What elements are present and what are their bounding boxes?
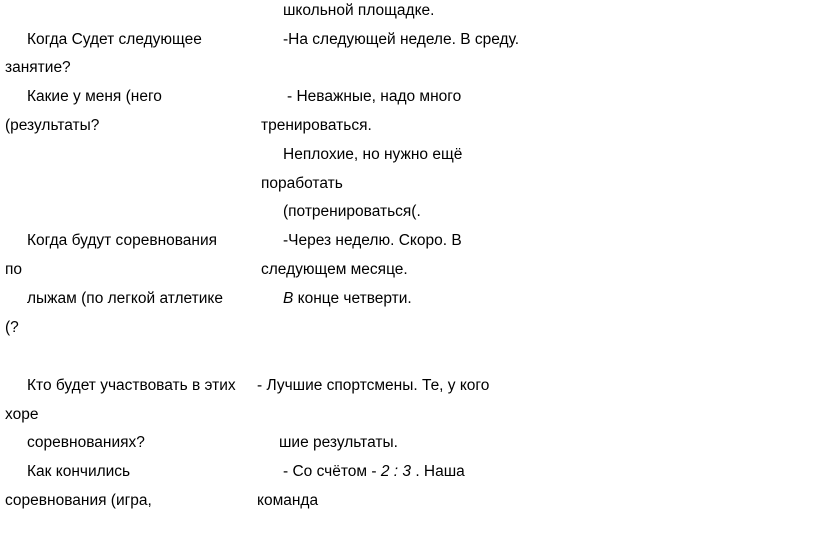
- answer-line: шие результаты.: [279, 434, 398, 451]
- question-line: (?: [5, 319, 19, 336]
- question-line: по: [5, 261, 23, 278]
- question-line: Когда Судет следующее: [27, 31, 202, 48]
- answer-line: команда: [257, 492, 319, 509]
- question-line: занятие?: [5, 59, 71, 76]
- question-line: Какие у меня (него: [27, 88, 162, 105]
- text-segment: конце четверти.: [293, 290, 412, 307]
- answer-line: [283, 291, 412, 307]
- answer-line: поработать: [261, 175, 343, 192]
- question-line: (результаты?: [5, 117, 100, 134]
- italic-text: В: [283, 290, 294, 307]
- question-line: лыжам (по легкой атлетике: [27, 290, 223, 307]
- question-line: Когда будут соревнования: [27, 232, 218, 249]
- text-line: школьной площадке.: [283, 2, 435, 19]
- answer-line: [283, 464, 465, 480]
- score-text: 2 : 3: [380, 463, 412, 480]
- answer-line: (потренироваться(.: [283, 203, 421, 220]
- answer-line: - Неважные, надо много: [287, 88, 462, 105]
- text-segment: . Наша: [411, 463, 465, 480]
- question-line: соревнованиях?: [27, 434, 145, 451]
- question-line: хоре: [5, 406, 39, 423]
- answer-line: следующем месяце.: [261, 261, 408, 278]
- answer-line: тренироваться.: [261, 117, 372, 134]
- question-line: Кто будет участвовать в этих: [27, 377, 236, 394]
- question-line: Как кончились: [27, 463, 131, 480]
- answer-line: Неплохие, но нужно ещё: [283, 146, 463, 163]
- text-segment: - Со счётом -: [283, 463, 381, 480]
- answer-line: - Лучшие спортсмены. Те, у кого: [257, 377, 490, 394]
- answer-line: -На следующей неделе. В среду.: [283, 31, 520, 48]
- answer-line: -Через неделю. Скоро. В: [283, 232, 462, 249]
- question-line: соревнования (игра,: [5, 492, 152, 509]
